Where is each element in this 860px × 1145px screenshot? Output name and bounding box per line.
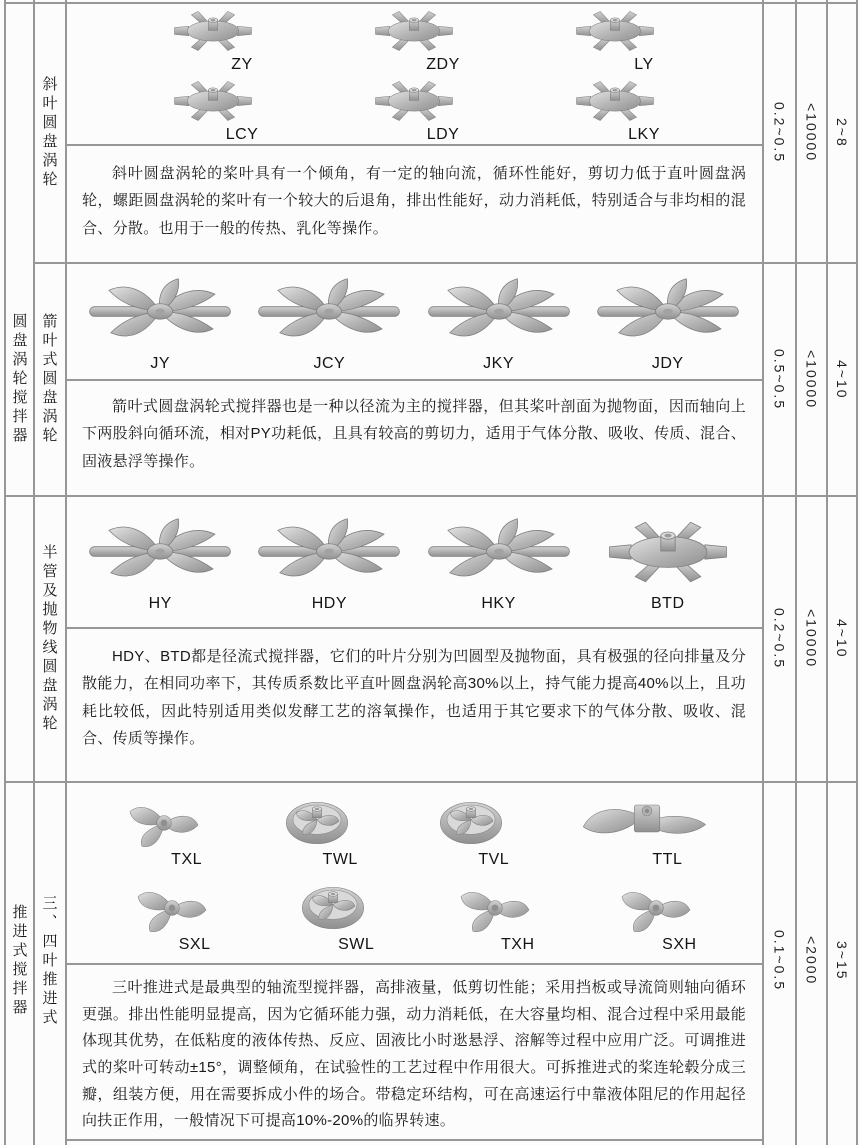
- grid-line: [66, 1139, 762, 1141]
- impeller-image-zdy: [360, 4, 468, 58]
- grid-line: [856, 0, 858, 1145]
- type-cell-propeller: [34, 783, 64, 1139]
- impeller-item: [424, 511, 574, 613]
- model-label: LCY: [225, 125, 259, 143]
- model-label: JDY: [651, 354, 684, 372]
- model-label: JY: [150, 354, 171, 372]
- impeller-item: [254, 511, 404, 613]
- spec-value: 4~10: [834, 359, 850, 400]
- model-label: LKY: [628, 125, 660, 143]
- impeller-image-jdy: [593, 271, 743, 353]
- spec-value: 0.2~0.5: [771, 608, 788, 670]
- model-label: HKY: [481, 595, 516, 613]
- impeller-image-hdy: [254, 511, 404, 593]
- impeller-image-jky: [424, 271, 574, 353]
- impeller-item: [593, 271, 743, 373]
- impeller-image-btd: [593, 511, 743, 593]
- spec-value: 0.1~0.5: [771, 930, 788, 992]
- impeller-item: [424, 271, 574, 373]
- model-label: JKY: [483, 354, 514, 372]
- model-label: TXL: [171, 850, 203, 868]
- impeller-image-hky: [424, 511, 574, 593]
- impeller-image-twl: [261, 793, 373, 853]
- impeller-item: [561, 74, 669, 144]
- model-label: LY: [634, 55, 654, 73]
- category-label: 推进式搅拌器: [10, 904, 28, 1018]
- spec-cell: [764, 497, 795, 781]
- impeller-item: [85, 271, 235, 373]
- category-cell-propeller: [5, 783, 33, 1139]
- type-cell-pitched-disc: [34, 3, 64, 262]
- impeller-gallery-pitched-disc: [66, 3, 762, 144]
- impeller-item: [600, 878, 712, 954]
- impeller-image-jcy: [254, 271, 404, 353]
- impeller-image-sxh: [600, 878, 712, 938]
- impeller-image-txh: [439, 878, 551, 938]
- spec-cell: [828, 264, 856, 495]
- model-label: HY: [148, 595, 172, 613]
- impeller-item: [159, 74, 267, 144]
- impeller-image-txl: [108, 793, 220, 853]
- spec-value: <10000: [803, 102, 820, 163]
- model-label: ZY: [231, 55, 253, 73]
- spec-cell: [764, 3, 795, 262]
- model-label: JCY: [313, 354, 346, 372]
- impeller-item: [439, 878, 551, 954]
- type-cell-arrow-disc: [34, 264, 64, 495]
- description-arrow-disc: 箭叶式圆盘涡轮式搅拌器也是一种以径流为主的搅拌器，但其桨叶剖面为抛物面，因而轴向上下两股斜向循环流，相对PY功耗低，且具有较高的剪切力，适用于气体分散、吸收、传质、混合、固液悬浮等操作。: [82, 398, 746, 470]
- impeller-item: [360, 74, 468, 144]
- impeller-gallery-arrow-disc: [66, 264, 762, 379]
- model-label: TWL: [322, 850, 358, 868]
- impeller-image-zy: [159, 4, 267, 58]
- impeller-item: [116, 878, 228, 954]
- description-halfpipe-disc: HDY、BTD都是径流式搅拌器，它们的叶片分别为凹圆型及抛物面，具有极强的径向排量及分散能力，在相同功率下，其传质系数比平直叶圆盘涡轮高30%以上，持气能力提高40%以上，且功耗比较低，因此特别适用类似发酵工艺的溶氧操作，也适用于其它要求下的气体分散、吸收、混合、传质等操作。: [82, 648, 746, 747]
- model-label: SXL: [178, 935, 211, 953]
- impeller-image-ldy: [360, 74, 468, 128]
- impeller-image-ly: [561, 4, 669, 58]
- impeller-image-lcy: [159, 74, 267, 128]
- impeller-item: [261, 793, 373, 869]
- type-label: 半管及抛物线圆盘涡轮: [40, 544, 58, 734]
- spec-value: 2~8: [834, 117, 850, 148]
- impeller-item: [561, 4, 669, 74]
- type-label: 箭叶式圆盘涡轮: [40, 313, 58, 446]
- spec-cell: [797, 783, 826, 1139]
- type-label: 斜叶圆盘涡轮: [40, 75, 58, 190]
- impeller-item: [108, 793, 220, 869]
- spec-cell: [828, 497, 856, 781]
- spec-cell: [764, 264, 795, 495]
- category-label: 圆盘涡轮搅拌器: [10, 313, 28, 446]
- impeller-item: [254, 271, 404, 373]
- model-label: BTD: [651, 595, 685, 613]
- spec-cell: [828, 3, 856, 262]
- model-label: SWL: [338, 935, 375, 953]
- spec-value: 4~10: [834, 619, 850, 659]
- impeller-image-lky: [561, 74, 669, 128]
- impeller-image-jy: [85, 271, 235, 353]
- spec-value: <10000: [803, 609, 820, 669]
- type-cell-halfpipe-disc: [34, 497, 64, 781]
- impeller-item: [360, 4, 468, 74]
- model-label: TXH: [501, 935, 535, 953]
- impeller-image-ttl: [568, 793, 720, 853]
- impeller-item: [415, 793, 527, 869]
- spec-value: <2000: [803, 936, 820, 986]
- impeller-item: [568, 793, 720, 869]
- spec-value: <10000: [803, 349, 820, 410]
- spec-cell: [797, 497, 826, 781]
- spec-value: 0.2~0.5: [771, 101, 788, 164]
- spec-value: 0.5~0.5: [771, 348, 788, 411]
- impeller-image-hy: [85, 511, 235, 593]
- spec-cell: [764, 783, 795, 1139]
- model-label: TTL: [652, 850, 683, 868]
- impeller-item: [159, 4, 267, 74]
- model-label: HDY: [311, 595, 348, 613]
- model-label: SXH: [662, 935, 697, 953]
- impeller-gallery-halfpipe-disc: [66, 497, 762, 627]
- spec-cell: [828, 783, 856, 1139]
- spec-cell: [797, 264, 826, 495]
- impeller-item: [593, 511, 743, 613]
- spec-value: 3~15: [834, 941, 850, 981]
- description-pitched-disc: 斜叶圆盘涡轮的桨叶具有一个倾角，有一定的轴向流，循环性能好，剪切力低于直叶圆盘涡轮，螺距圆盘涡轮的桨叶有一个较大的后退角，排出性能好，动力消耗低，特别适合与非均相的混合、分散。也用于一般的传热、乳化等操作。: [82, 165, 746, 237]
- impeller-item: [85, 511, 235, 613]
- impeller-image-tvl: [415, 793, 527, 853]
- impeller-image-sxl: [116, 878, 228, 938]
- category-cell-disc-turbine: [5, 264, 33, 495]
- type-label: 三、四叶推进式: [40, 894, 58, 1028]
- model-label: TVL: [478, 850, 510, 868]
- spec-cell: [797, 3, 826, 262]
- impeller-gallery-propeller: [66, 783, 762, 963]
- model-label: LDY: [426, 125, 460, 143]
- impeller-image-swl: [277, 878, 389, 938]
- impeller-item: [277, 878, 389, 954]
- description-propeller: 三叶推进式是最典型的轴流型搅拌器，高排液量，低剪切性能；采用挡板或导流筒则轴向循环更强。排出性能明显提高，因为它循环能力强，动力消耗低，在大容量均相、混合过程中采用最能体现其优势，在低粘度的液体传热、反应、固液比小时逖悬浮、溶解等过程中应用广泛。可调推进式的桨叶可转动±15°，调整倾角，在试验性的工艺过程中作用很大。可拆推进式的桨连轮毂分成三瓣，组装方便，用在需要拆成小件的场合。带稳定环结构，可在高速运行中靠液体阻尼的作用起径向扶正作用，一般情况下可提高10%-20%的临界转速。: [82, 979, 746, 1130]
- model-label: ZDY: [426, 55, 460, 73]
